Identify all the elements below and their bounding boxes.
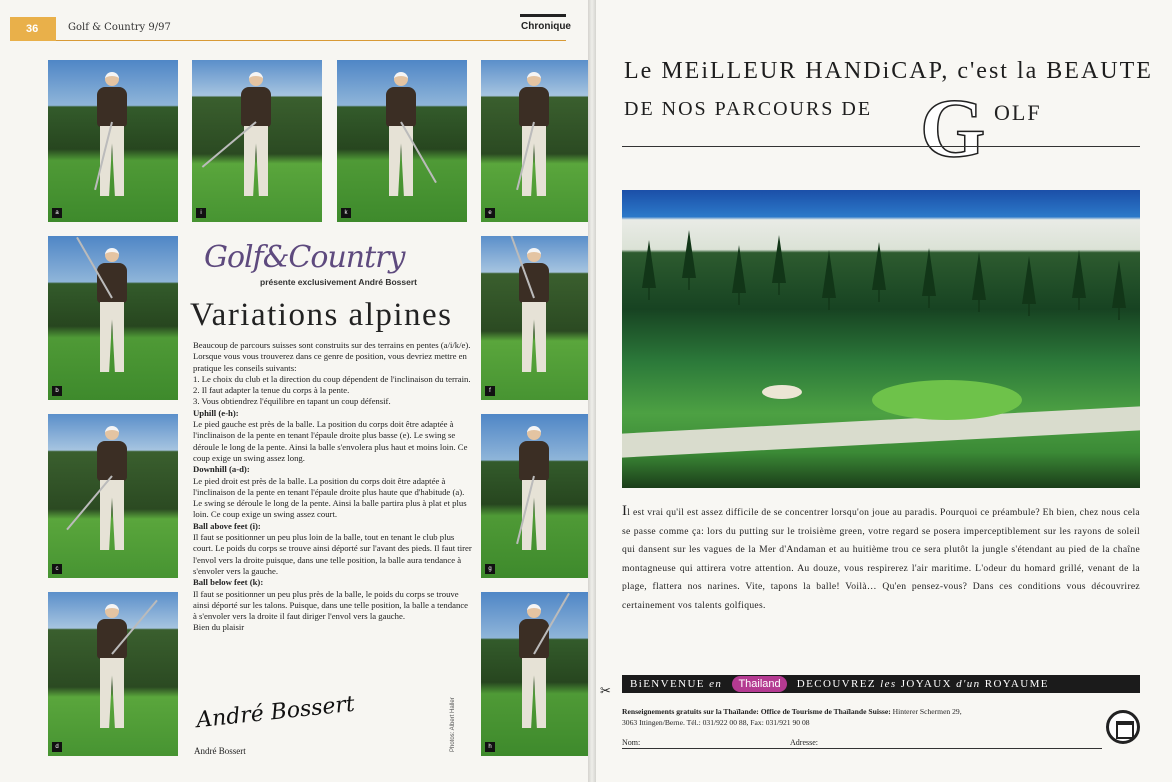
info-bold: Renseignements gratuits sur la Thaïlande: Office de Tourisme de Thaïlande Suisse: — [622, 707, 891, 716]
swing-photo — [192, 60, 322, 222]
above-heading: Ball above feet (i): — [193, 520, 261, 531]
article-body — [193, 340, 473, 634]
headline-initial: G — [920, 82, 986, 175]
section-rule — [520, 14, 566, 17]
photo-tag: b — [52, 386, 62, 396]
ad-body-text: Il est vrai qu'il est assez difficile de se concentrer lorsqu'on joue au paradis. Pourquoi ce préambule? Eh bien, chez nous cela se passe comme ça: lors du putting sur le troisième green, votre regard se posera imperceptiblement sur les rayons de soleil qui dansent sur les vagues de la Mer d'Andaman et au huitième trou ce sera plutôt la jungle s'étendant au pied de la chaîne montagneuse qui attirera votre attention. Au douze, vous respirerez l'air maritime. L'odeur du homard grillé, venant de la plage, flattera nos narines. Vite, tapons la balle! Voilà… Qu'en pensez-vous? Dans ces conditions vous découvrirez certainement vos talents golfiques. — [622, 503, 1140, 611]
photo-tag: d — [52, 742, 62, 752]
author-name: André Bossert — [194, 746, 246, 756]
golfer-figure — [93, 426, 133, 566]
ad-banner — [622, 675, 1140, 693]
photo-tag: g — [485, 564, 495, 574]
info-contact: 3063 Ittingen/Berne. Tél.: 031/922 00 88, Fax: 031/921 90 08 — [622, 718, 810, 727]
sign-off: Bien du plaisir — [193, 622, 245, 633]
below-text: Il faut se positionner un peu plus près de la balle, le poids du corps se trouve ainsi déporté sur les talons. Puisque, dans une telle position, la balle a tendance à s'envoler vers la droite il faut diriger l'envol vers la gauche. — [193, 588, 469, 622]
article-intro: Beaucoup de parcours suisses sont construits sur des terrains en pentes (a/i/k/e). Lorsque vous vous trouverez dans ce genre de position, vous devriez mettre en pratique les conseils suivants: — [193, 340, 471, 373]
golfer-figure — [515, 72, 555, 212]
golfer-figure — [515, 248, 555, 388]
uphill-text: Le pied gauche est près de la balle. La position du corps doit être adaptée à l'inclinaison de la pente en tenant l'épaule droite plus basse (e). Le swing se déroule le long de la pente. Ainsi la balle s'envolera plus haut et moins loin. Ce coup exige un swing assez long. — [193, 419, 468, 463]
tourism-emblem-icon — [1106, 710, 1140, 744]
tips-list — [193, 374, 473, 408]
swing-photo — [481, 414, 589, 578]
header-rule — [56, 40, 566, 41]
photo-tag: i — [196, 208, 206, 218]
photo-tag: e — [485, 208, 495, 218]
section-name: Chronique — [521, 21, 571, 32]
scissors-icon: ✂ — [600, 684, 611, 699]
uphill-heading: Uphill (e-h): — [193, 407, 239, 418]
presents-line: présente exclusivement André Bossert — [260, 277, 417, 287]
below-heading: Ball below feet (k): — [193, 577, 264, 588]
photo-tag: a — [52, 208, 62, 218]
golfer-figure — [93, 72, 133, 212]
banner-dun: d'un — [956, 678, 981, 690]
photo-tag: c — [52, 564, 62, 574]
banner-les: les — [880, 678, 897, 690]
downhill-text: Le pied droit est près de la balle. La position du corps doit être adaptée à l'inclinaison de la pente en tenant l'épaule droite plus haute que d'habitude (a). Le swing se déroule le long de la pente. Ainsi la balle partira plus à plat et plus loin. Ce coup exige un swing assez court. — [193, 475, 467, 520]
photo-credit: Photos: Albert Haller — [450, 697, 456, 752]
swing-photo — [48, 414, 178, 578]
tip-item: 1. Le choix du club et la direction du coup dépendent de l'inclinaison du terrain. — [193, 373, 471, 384]
photo-tag: f — [485, 386, 495, 396]
swing-photo — [48, 236, 178, 400]
tip-item: 3. Vous obtiendrez l'équilibre en tapant un coup défensif. — [193, 396, 391, 407]
info-text — [622, 706, 1092, 728]
banner-en: en — [709, 678, 723, 690]
photo-tag: h — [485, 742, 495, 752]
swing-photo — [481, 60, 589, 222]
tip-item: 2. Il faut adapter la tenue du corps à la pente. — [193, 385, 350, 396]
ad-headline-line2: DE NOS PARCOURS DE — [624, 98, 873, 120]
golfer-figure — [515, 604, 555, 744]
golfer-figure — [515, 426, 555, 566]
above-text: Il faut se positionner un peu plus loin de la balle, tout en tenant le club plus court. Le poids du corps se trouve ainsi déporté sur l'avant des pieds. Il faut tirer l'envol vers la droite puisque, dans une telle position, la balle aura tendance à s'envoler vers la gauche. — [193, 532, 472, 576]
page-number: 36 — [10, 17, 56, 41]
golfer-figure — [93, 248, 133, 388]
resort-photo — [622, 190, 1140, 488]
swing-photo — [481, 592, 589, 756]
magazine-issue: Golf & Country 9/97 — [68, 22, 171, 33]
right-page — [596, 0, 1172, 782]
swing-photo — [481, 236, 589, 400]
magazine-logo: Golf&Country — [204, 240, 405, 275]
headline-end: OLF — [994, 100, 1042, 125]
form-line — [622, 748, 1102, 749]
form-name-label: Nom: — [622, 738, 641, 747]
shore — [622, 406, 1140, 457]
headline-rule — [622, 146, 1140, 147]
form-address-label: Adresse: — [790, 738, 818, 747]
banner-discover: DECOUVREZ — [796, 678, 877, 690]
banner-jewels: JOYAUX — [900, 678, 952, 690]
thailand-logo: Thailand — [732, 676, 786, 692]
banner-kingdom: ROYAUME — [984, 678, 1049, 690]
article-title: Variations alpines — [190, 297, 453, 333]
ad-headline-line1: Le MEiLLEUR HANDiCAP, c'est la BEAUTE — [624, 58, 1153, 84]
bunker — [762, 385, 802, 399]
downhill-heading: Downhill (a-d): — [193, 464, 250, 475]
putting-green — [872, 380, 1022, 420]
swing-photo — [337, 60, 467, 222]
info-address: Hinterer Schermen 29, — [892, 707, 962, 716]
swing-photo — [48, 60, 178, 222]
golfer-figure — [237, 72, 277, 212]
swing-photo — [48, 592, 178, 756]
banner-welcome: BiENVENUE — [630, 678, 705, 690]
golfer-figure — [382, 72, 422, 212]
golfer-figure — [93, 604, 133, 744]
photo-tag: k — [341, 208, 351, 218]
signature: André Bossert — [195, 691, 356, 734]
